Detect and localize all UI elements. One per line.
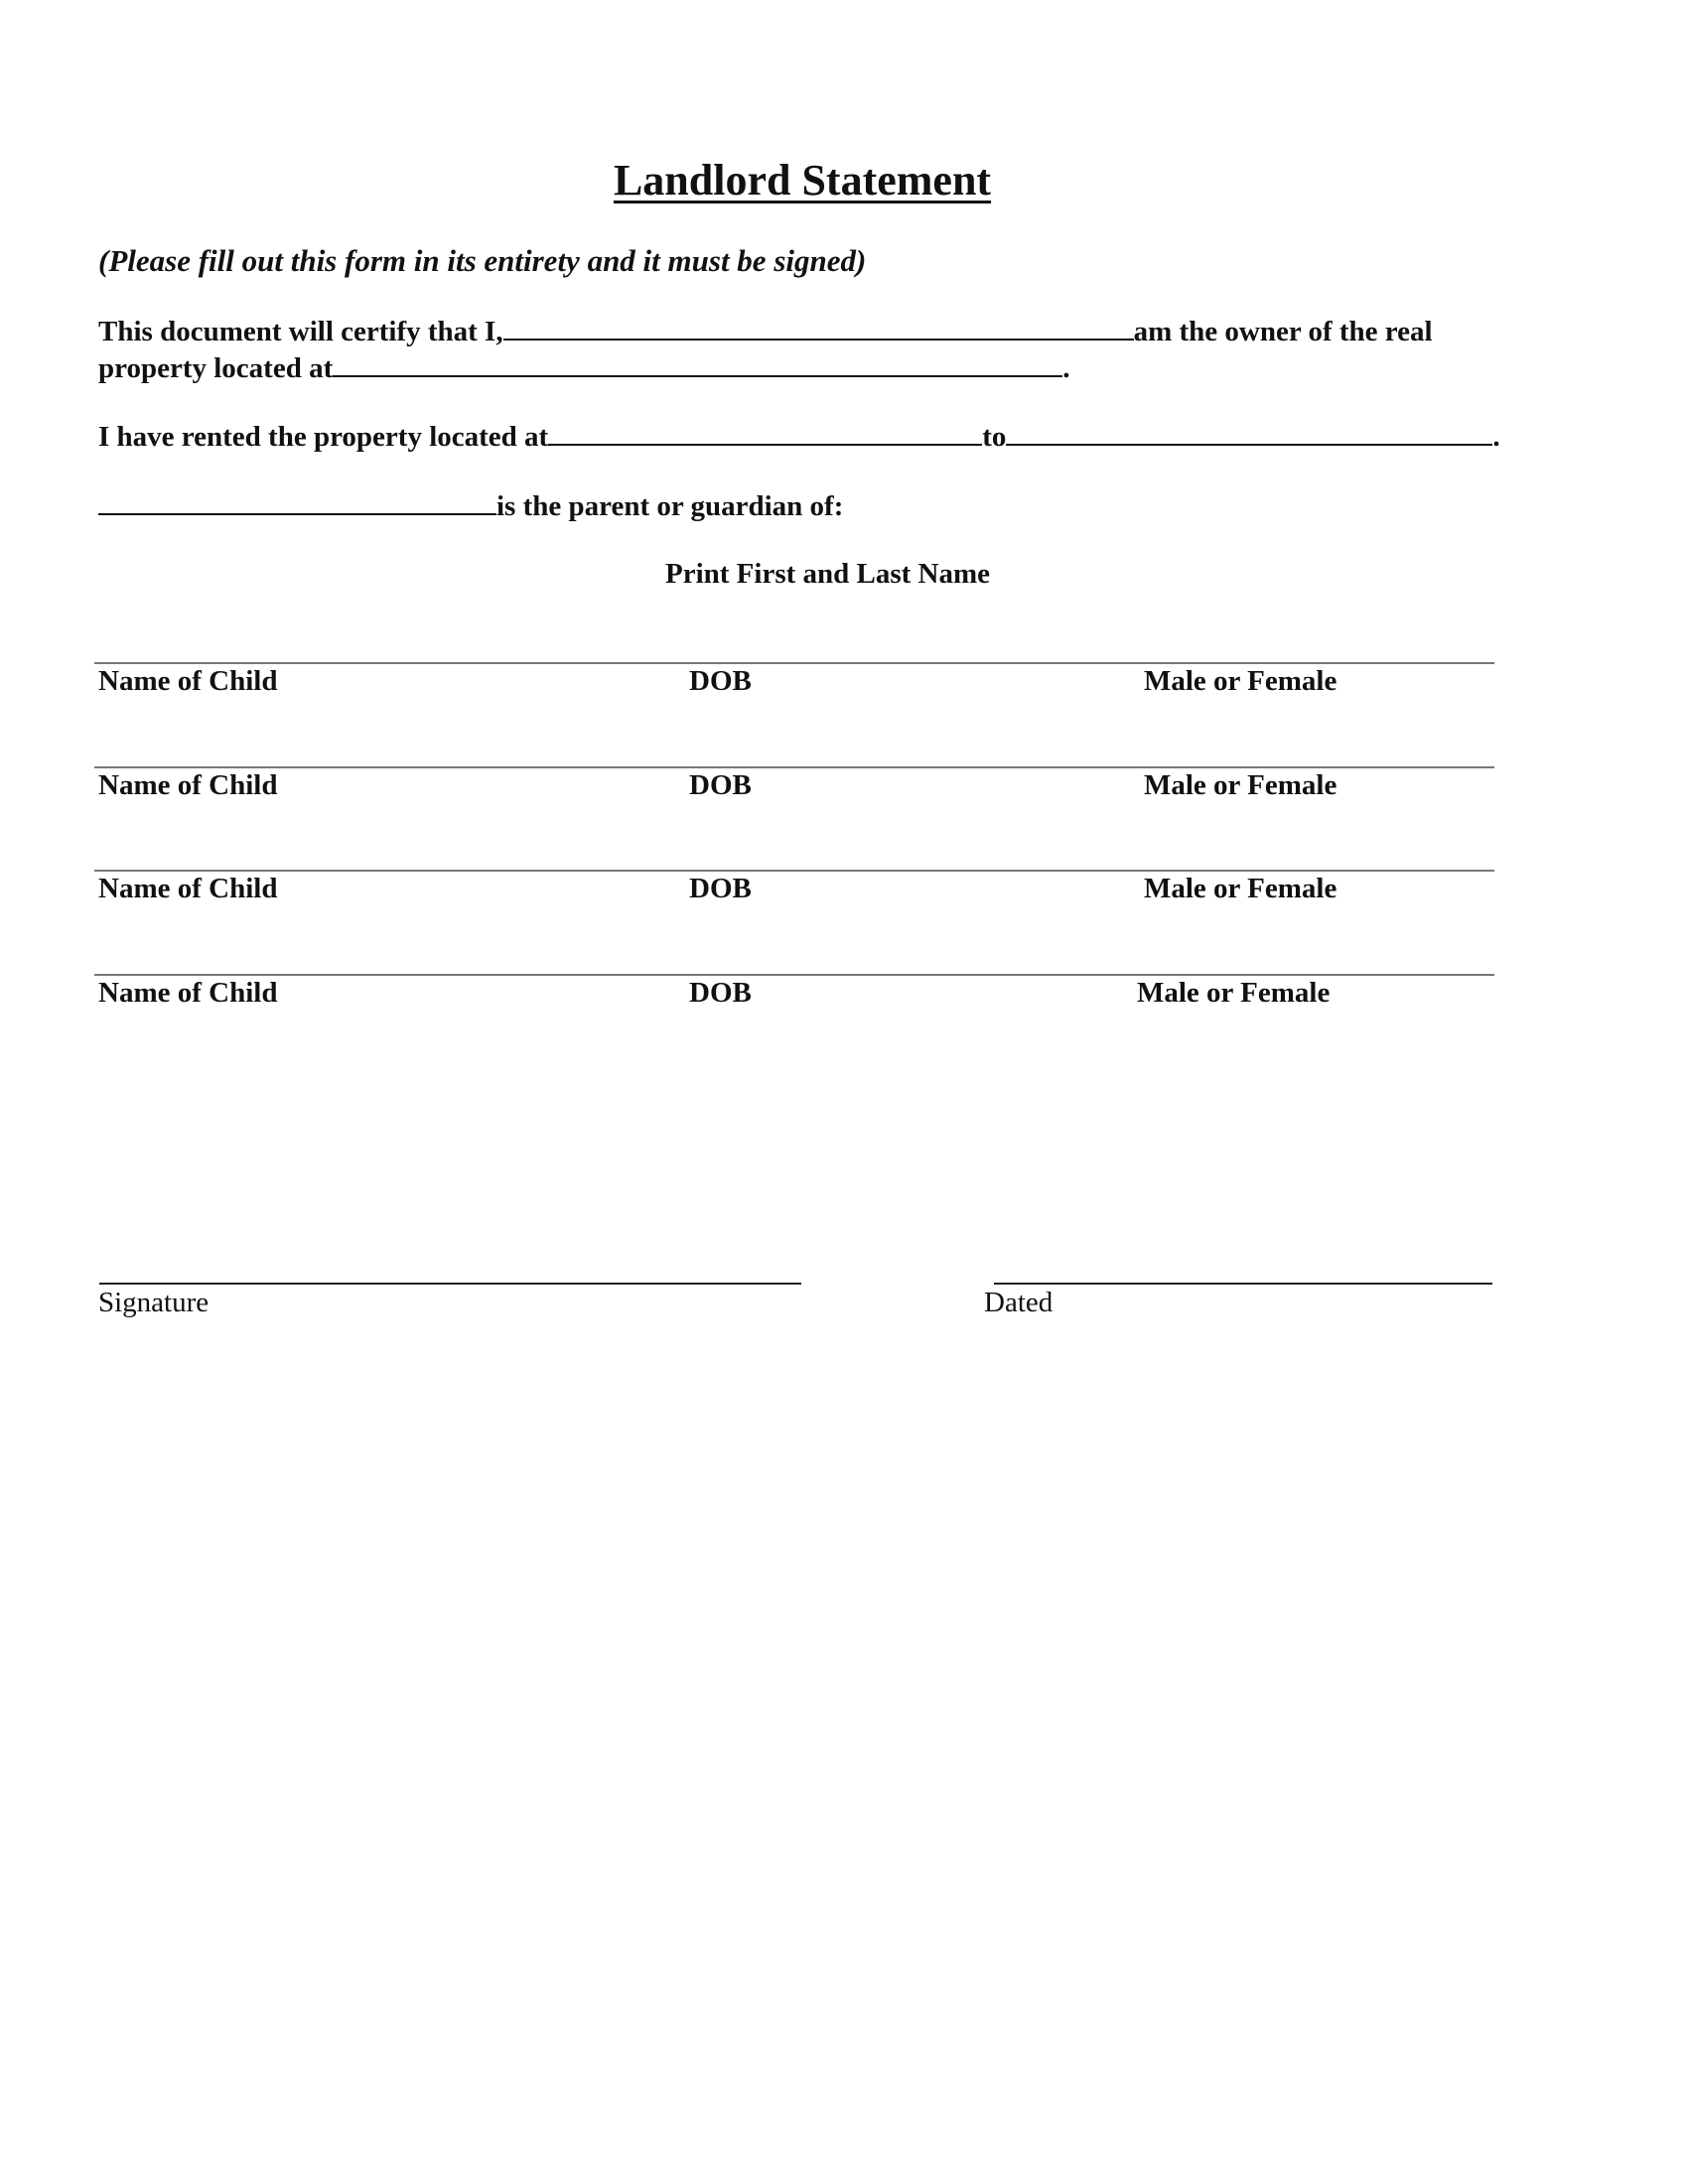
instruction-text: (Please fill out this form in its entirety and it must be signed) xyxy=(98,243,867,278)
dated-label: Dated xyxy=(984,1287,1054,1318)
certify-line-1 xyxy=(98,316,1433,348)
print-name-caption: Print First and Last Name xyxy=(665,558,991,590)
rented-prefix: I have rented the property located at xyxy=(98,421,549,453)
child-dob-label[interactable]: DOB xyxy=(689,873,752,904)
child-sex-label[interactable]: Male or Female xyxy=(1144,769,1337,801)
guardian-name-field[interactable] xyxy=(98,491,496,515)
page-title xyxy=(0,155,1605,205)
rented-to: to xyxy=(982,421,1007,453)
certify-line-2 xyxy=(98,352,1070,385)
row-divider xyxy=(94,974,1494,976)
guardian-suffix: is the parent or guardian of: xyxy=(496,490,844,522)
date-field[interactable] xyxy=(994,1283,1492,1285)
owner-name-field[interactable] xyxy=(503,317,1134,341)
child-name-label[interactable]: Name of Child xyxy=(98,769,278,801)
row-divider xyxy=(94,766,1494,768)
certify-suffix: am the owner of the real xyxy=(1133,316,1433,347)
rented-address-field[interactable] xyxy=(548,422,982,446)
child-sex-label[interactable]: Male or Female xyxy=(1144,873,1337,904)
signature-field[interactable] xyxy=(99,1283,801,1285)
child-sex-label[interactable]: Male or Female xyxy=(1144,665,1337,697)
period: . xyxy=(1062,352,1070,384)
child-sex-label[interactable]: Male or Female xyxy=(1137,977,1331,1009)
property-address-field[interactable] xyxy=(333,353,1062,377)
row-divider xyxy=(94,662,1494,664)
child-dob-label[interactable]: DOB xyxy=(689,977,752,1009)
child-name-label[interactable]: Name of Child xyxy=(98,665,278,697)
signature-label: Signature xyxy=(98,1287,210,1318)
period: . xyxy=(1492,421,1500,453)
child-name-label[interactable]: Name of Child xyxy=(98,977,278,1009)
property-prefix: property located at xyxy=(98,352,334,384)
tenant-name-field[interactable] xyxy=(1006,422,1492,446)
row-divider xyxy=(94,870,1494,872)
child-dob-label[interactable]: DOB xyxy=(689,665,752,697)
child-dob-label[interactable]: DOB xyxy=(689,769,752,801)
certify-prefix: This document will certify that I, xyxy=(98,316,503,347)
rented-line xyxy=(98,421,1500,454)
guardian-line xyxy=(98,490,843,523)
title-text: Landlord Statement xyxy=(613,156,992,205)
child-name-label[interactable]: Name of Child xyxy=(98,873,278,904)
